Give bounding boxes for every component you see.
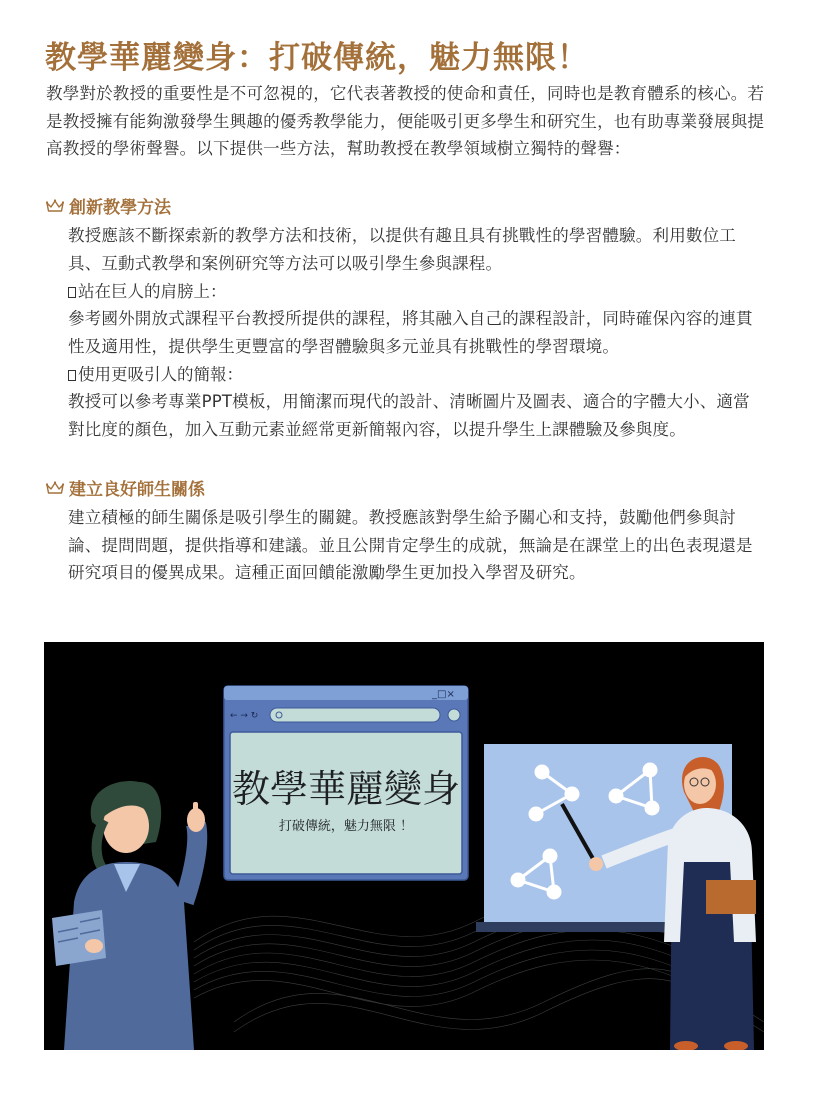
section-heading-innovative-teaching xyxy=(46,193,171,218)
illustration-banner xyxy=(44,642,764,1050)
subitem-body: 參考國外開放式課程平台教授所提供的課程，將其融入自己的課程設計，同時確保內容的連貫性及適用性，提供學生更豐富的學習體驗與多元並具有挑戰性的學習環境。 xyxy=(68,309,753,356)
nav-icons: ← → ↻ xyxy=(230,711,259,721)
subheading-label: 使用更吸引人的簡報： xyxy=(78,365,243,384)
browser-window xyxy=(224,686,468,880)
subheading-label: 站在巨人的肩膀上： xyxy=(78,282,227,301)
checkbox-bullet-icon xyxy=(68,370,76,381)
subitem-body: 教授可以參考專業PPT模板，用簡潔而現代的設計、清晰圖片及圖表、適合的字體大小、適當對比度的顏色，加入互動元素並經常更新簡報內容，以提升學生上課體驗及參與度。 xyxy=(68,392,750,439)
banner-sub-text: 打破傳統，魅力無限 ！ xyxy=(278,819,414,834)
subheading-attractive-slides xyxy=(68,361,243,389)
section-body: 教授應該不斷探索新的教學方法和技術，以提供有趣且具有挑戰性的學習體驗。利用數位工具、互動式教學和案例研究等方法可以吸引學生參與課程。 xyxy=(68,226,736,273)
page-title: 教學華麗變身：打破傳統，魅力無限！ xyxy=(45,40,589,76)
window-controls: _□× xyxy=(432,689,455,700)
crown-icon xyxy=(46,481,64,495)
section-body: 建立積極的師生關係是吸引學生的關鍵。教授應該對學生給予關心和支持，鼓勵他們參與討論、提問問題，提供指導和建議。並且公開肯定學生的成就，無論是在課堂上的出色表現還是研究項目的優異成果。這種正面回饋能激勵學生更加投入學習及研究。 xyxy=(68,508,753,582)
teacher-woman-figure xyxy=(52,781,205,1050)
section-heading-label: 創新教學方法 xyxy=(69,198,171,218)
checkbox-bullet-icon xyxy=(68,287,76,298)
section-heading-teacher-student-relations xyxy=(46,475,205,500)
crown-icon xyxy=(46,199,64,213)
subheading-giants-shoulders xyxy=(68,278,227,306)
banner-main-text: 教學華麗變身 xyxy=(231,767,461,811)
banner-illustration xyxy=(44,642,764,1050)
section-heading-label: 建立良好師生關係 xyxy=(69,480,205,500)
intro-paragraph: 教學對於教授的重要性是不可忽視的，它代表著教授的使命和責任，同時也是教育體系的核心。若是教授擁有能夠激發學生興趣的優秀教學能力，便能吸引更多學生和研究生，也有助專業發展與提高教授的學術聲譽。以下提供一些方法，幫助教授在教學領域樹立獨特的聲譽： xyxy=(46,84,765,158)
